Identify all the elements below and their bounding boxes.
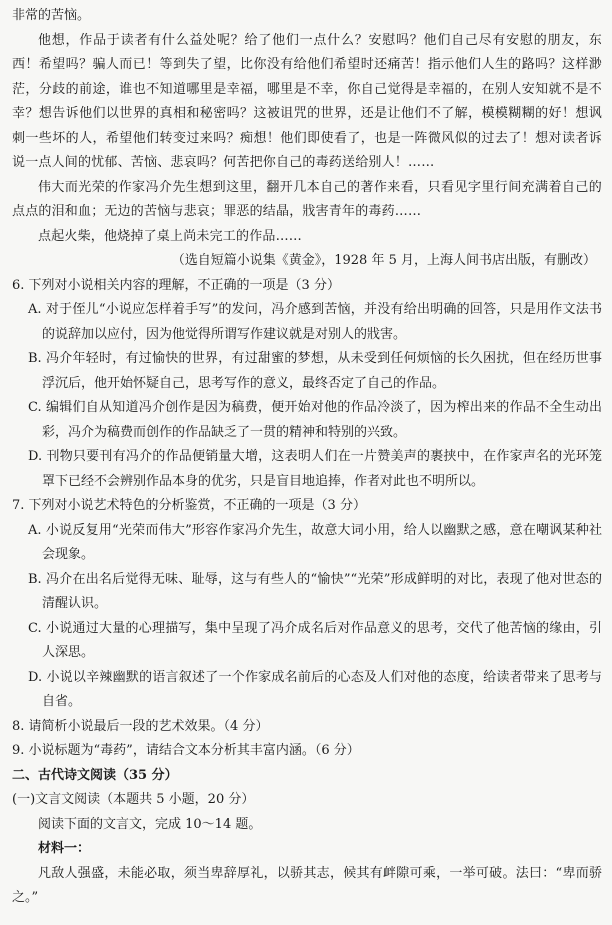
question-7-option-c: C. 小说通过大量的心理描写，集中呈现了冯介成名后对作品意义的思考，交代了他苦恼的缘由，引人深思。 xyxy=(28,620,602,660)
question-7-option-a: A. 小说反复用“光荣而伟大”形容作家冯介先生，故意大词小用，给人以幽默之感，意在嘲讽某种社会现象。 xyxy=(28,522,602,562)
question-7-option-d: D. 小说以辛辣幽默的语言叙述了一个作家成名前后的心态及人们对他的态度，给读者带来了思考与自省。 xyxy=(28,669,602,709)
question-6-option-a: A. 对于侄儿“小说应怎样着手写”的发问，冯介感到苦恼，并没有给出明确的回答，只是用作文法书的说辞加以应付，因为他觉得所谓写作建议就是对别人的戕害。 xyxy=(28,302,602,342)
story-excerpt xyxy=(12,4,602,274)
story-source: （选自短篇小说集《黄金》，1928 年 5 月，上海人间书店出版，有删改） xyxy=(171,253,596,268)
question-6 xyxy=(12,274,602,495)
question-6-stem: 6. 下列对小说相关内容的理解，不正确的一项是（3 分） xyxy=(12,277,340,293)
story-paragraph-3: 点起火柴，他烧掉了桌上尚未完工的作品…… xyxy=(38,228,303,244)
question-7 xyxy=(12,494,602,715)
question-8: 8. 请简析小说最后一段的艺术效果。（4 分） xyxy=(12,718,269,734)
material-label: 材料一： xyxy=(38,841,91,856)
story-paragraph-1: 他想，作品于读者有什么益处呢？给了他们一点什么？安慰吗？他们自己尽有安慰的朋友，东西！希望吗？骗人而已！等到失了望，比你没有给他们希望时还痛苦！指示他们人生的路吗？这样渺茫，分歧的前途，谁也不知道哪里是幸福，哪里是不幸，你自己觉得是幸福的，在别人安知就不是不幸？想告诉他们以世界的真相和秘密吗？这被诅咒的世界，还是让他们不了解，模模糊糊的好！想讽刺一些坏的人，希望他们转变过来吗？痴想！他们即使看了，也是一阵微风似的过去了！想对读者诉说一点人间的忧郁、苦恼、悲哀吗？何苦把你自己的毒药送给别人！…… xyxy=(12,32,602,170)
question-6-option-b: B. 冯介年轻时，有过愉快的世界，有过甜蜜的梦想，从未受到任何烦恼的长久困扰，但在经历世事浮沉后，他开始怀疑自己，思考写作的意义，最终否定了自己的作品。 xyxy=(28,351,602,391)
subsection-heading: (一)文言文阅读（本题共 5 小题，20 分） xyxy=(12,792,255,807)
classical-text: 凡敌人强盛，未能必取，须当卑辞厚礼，以骄其志，候其有衅隙可乘，一举可破。法曰：“卑而骄之。” xyxy=(12,865,602,905)
section-heading-classical: 二、古代诗文阅读（35 分） xyxy=(12,767,178,783)
document-page xyxy=(12,4,602,911)
question-7-stem: 7. 下列对小说艺术特色的分析鉴赏，不正确的一项是（3 分） xyxy=(12,498,366,513)
question-6-option-c: C. 编辑们自从知道冯介创作是因为稿费，便开始对他的作品冷淡了，因为榨出来的作品不全生动出彩，冯介为稿费而创作的作品缺乏了一贯的精神和特别的兴致。 xyxy=(28,400,602,440)
reading-instruction: 阅读下面的文言文，完成 10～14 题。 xyxy=(38,816,262,832)
story-paragraph-0: 非常的苦恼。 xyxy=(12,8,91,23)
question-6-option-d: D. 刊物只要刊有冯介的作品便销量大增，这表明人们在一片赞美声的裹挟中，在作家声名的光环笼罩下已经不会辨别作品本身的优劣，只是盲目地追捧，作者对此也不明所以。 xyxy=(28,449,602,489)
question-9: 9. 小说标题为“毒药”，请结合文本分析其丰富内涵。（6 分） xyxy=(12,743,360,758)
question-7-option-b: B. 冯介在出名后觉得无味、耻辱，这与有些人的“愉快”“光荣”形成鲜明的对比，表现了他对世态的清醒认识。 xyxy=(28,571,602,611)
story-paragraph-2: 伟大而光荣的作家冯介先生想到这里，翻开几本自己的著作来看，只看见字里行间充满着自己的点点的泪和血；无边的苦恼与悲哀；罪恶的结晶，戕害青年的毒药…… xyxy=(12,179,602,219)
